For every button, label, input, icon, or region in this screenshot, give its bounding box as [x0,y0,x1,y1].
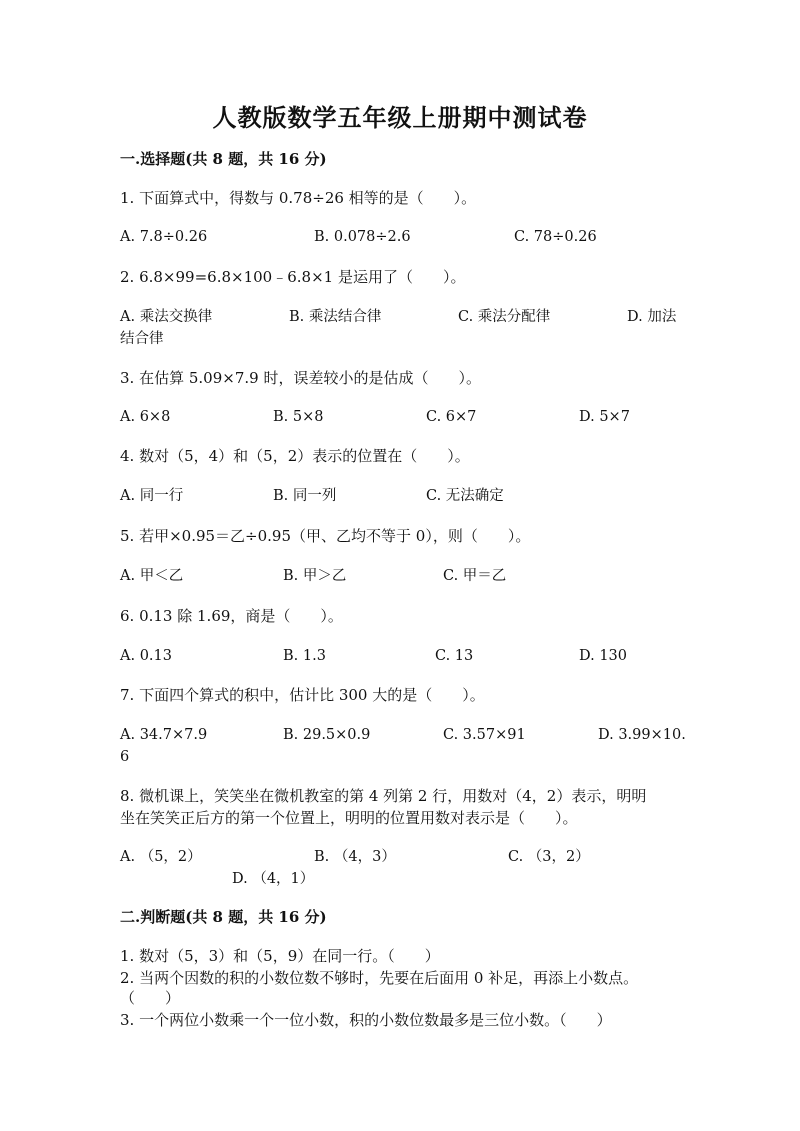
question-8-stem-line-1: 8. 微机课上，笑笑坐在微机教室的第 4 列第 2 行，用数对（4，2）表示，明明 [120,787,647,805]
question-5-option-c: C. 甲＝乙 [443,568,507,584]
tf-question-2-line-1: 2. 当两个因数的积的小数位数不够时，先要在后面用 0 补足，再添上小数点。 [120,969,639,987]
question-1-stem: 1. 下面算式中，得数与 0.78÷26 相等的是（ ）。 [120,189,477,207]
question-5-stem: 5. 若甲×0.95＝乙÷0.95（甲、乙均不等于 0），则（ ）。 [120,527,531,545]
question-4-stem: 4. 数对（5，4）和（5，2）表示的位置在（ ）。 [120,447,470,465]
question-3-option-a: A. 6×8 [120,409,171,425]
question-8-option-b: B. （4，3） [314,849,396,865]
question-1-option-a: A. 7.8÷0.26 [120,229,208,245]
section-heading-choice: 一.选择题(共 8 题，共 16 分) [120,150,327,168]
question-3-option-d: D. 5×7 [579,409,630,425]
question-4-option-c: C. 无法确定 [426,488,504,504]
tf-question-3: 3. 一个两位小数乘一个一位小数，积的小数位数最多是三位小数。（ ） [120,1011,612,1029]
question-2-option-d: D. 加法 [627,309,677,325]
question-2-stem: 2. 6.8×99=6.8×100﹣6.8×1 是运用了（ ）。 [120,268,466,286]
question-6-option-d: D. 130 [579,648,628,664]
question-2-option-d-continued: 结合律 [120,331,164,347]
question-3-stem: 3. 在估算 5.09×7.9 时，误差较小的是估成（ ）。 [120,369,481,387]
question-1-option-c: C. 78÷0.26 [514,229,597,245]
question-7-option-c: C. 3.57×91 [443,727,526,743]
question-3-option-b: B. 5×8 [273,409,324,425]
question-2-option-b: B. 乘法结合律 [289,309,382,325]
question-8-option-c: C. （3，2） [508,849,590,865]
page-title: 人教版数学五年级上册期中测试卷 [212,103,588,132]
question-6-option-a: A. 0.13 [120,648,172,664]
question-2-option-c: C. 乘法分配律 [458,309,551,325]
question-1-option-b: B. 0.078÷2.6 [314,229,411,245]
question-3-option-c: C. 6×7 [426,409,477,425]
question-6-stem: 6. 0.13 除 1.69，商是（ ）。 [120,607,343,625]
section-heading-true-false: 二.判断题(共 8 题，共 16 分) [120,908,327,926]
question-8-stem-line-2: 坐在笑笑正后方的第一个位置上，明明的位置用数对表示是（ ）。 [120,809,578,827]
question-7-option-d: D. 3.99×10. [598,727,686,743]
question-4-option-b: B. 同一列 [273,488,337,504]
question-7-option-b: B. 29.5×0.9 [283,727,371,743]
question-7-option-a: A. 34.7×7.9 [120,727,208,743]
question-8-option-a: A. （5，2） [120,849,202,865]
question-8-option-d: D. （4，1） [232,871,315,887]
question-6-option-c: C. 13 [435,648,474,664]
question-4-option-a: A. 同一行 [120,488,184,504]
question-2-option-a: A. 乘法交换律 [120,309,213,325]
question-5-option-a: A. 甲＜乙 [120,568,184,584]
question-5-option-b: B. 甲＞乙 [283,568,347,584]
tf-question-1: 1. 数对（5，3）和（5，9）在同一行。（ ） [120,947,440,965]
question-6-option-b: B. 1.3 [283,648,326,664]
question-7-stem: 7. 下面四个算式的积中，估计比 300 大的是（ ）。 [120,686,485,704]
tf-question-2-line-2: （ ） [120,989,181,1007]
question-7-option-d-continued: 6 [120,749,130,765]
